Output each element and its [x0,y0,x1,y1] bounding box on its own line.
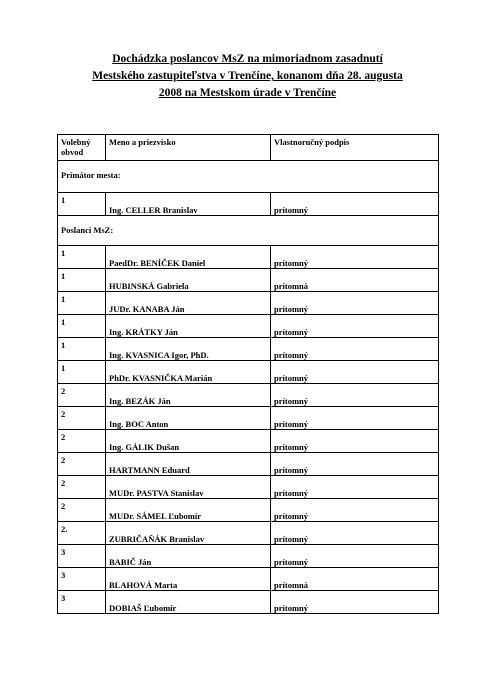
cell-podpis: prítomný [274,396,308,406]
table-row [58,269,439,292]
cell-obvod: 1 [61,340,66,350]
cell-obvod: 2 [61,455,66,465]
cell-obvod: 1 [61,271,66,281]
cell-meno: BLAHOVÁ Marta [109,580,178,590]
table-row [58,476,439,499]
table-row [58,545,439,568]
cell-podpis: prítomný [274,419,308,429]
cell-meno: MUDr. PASTVA Stanislav [109,488,204,498]
cell-podpis: prítomný [274,465,308,475]
table-row [58,384,439,407]
header-podpis: Vlastnoručný podpis [271,135,439,161]
table-row [58,522,439,545]
cell-podpis: prítomný [274,304,308,314]
document-title [40,51,455,102]
cell-obvod: 2 [61,432,66,442]
cell-meno: Ing. BEZÁK Ján [109,396,171,406]
cell-meno: HARTMANN Eduard [109,465,190,475]
section-poslanci [58,216,439,246]
cell-meno: Ing. GÁLIK Dušan [109,442,180,452]
cell-podpis: prítomný [274,511,308,521]
table-row [58,338,439,361]
cell-obvod: 1 [61,317,66,327]
section-primator [58,161,439,193]
cell-meno: Ing. KVASNICA Igor, PhD. [109,350,209,360]
cell-meno: Ing. KRÁTKY Ján [109,327,178,337]
table-header-row [58,135,439,161]
table-row-primator [58,193,439,216]
cell-meno: HUBINSKÁ Gabriela [109,281,189,291]
title-line-1: Dochádzka poslancov MsZ na mimoriadnom zasadnutí [112,53,383,65]
table-row [58,407,439,430]
cell-meno: Ing. CELLER Branislav [109,205,198,215]
cell-podpis: prítomný [274,603,308,613]
cell-obvod: 3 [61,593,66,603]
cell-obvod: 1 [61,248,66,258]
title-line-3: 2008 na Mestskom úrade v Trenčíne [158,87,337,99]
table-row [58,591,439,614]
cell-podpis: prítomný [274,327,308,337]
table-row [58,292,439,315]
cell-meno: JUDr. KANABA Ján [109,304,185,314]
table-row [58,246,439,269]
cell-meno: PhDr. KVASNIČKA Marián [109,373,213,383]
cell-podpis: prítomný [274,350,308,360]
cell-podpis: prítomná [274,281,308,291]
cell-obvod: 2 [61,386,66,396]
cell-obvod: 2. [61,524,68,534]
header-meno: Meno a priezvisko [106,135,271,161]
cell-podpis: prítomný [274,557,308,567]
table-row [58,430,439,453]
cell-meno: DOBIAŠ Ľubomír [109,603,177,613]
cell-meno: MUDr. SÁMEL Ľubomír [109,511,202,521]
cell-obvod: 1 [61,294,66,304]
table-row [58,568,439,591]
cell-meno: Ing. BOC Anton [109,419,169,429]
cell-obvod: 1 [61,363,66,373]
cell-podpis: prítomný [274,442,308,452]
cell-meno: PaedDr. BENÍČEK Daniel [109,258,206,268]
cell-podpis: prítomný [274,373,308,383]
table-row [58,453,439,476]
cell-obvod: 3 [61,570,66,580]
table-row [58,315,439,338]
cell-podpis: prítomný [274,534,308,544]
cell-podpis: prítomný [274,258,308,268]
header-obvod: Volebný obvod [58,135,106,161]
cell-meno: BABIČ Ján [109,557,152,567]
cell-podpis: prítomný [274,205,308,215]
section-label-poslanci: Poslanci MsZ: [58,216,439,246]
title-line-2: Mestského zastupiteľstva v Trenčíne, konanom dňa 28. augusta [92,70,403,82]
cell-obvod: 2 [61,501,66,511]
cell-podpis: prítomná [274,580,308,590]
table-row [58,361,439,384]
cell-obvod: 2 [61,478,66,488]
attendance-table [57,134,439,614]
cell-obvod: 3 [61,547,66,557]
cell-obvod: 1 [61,195,66,205]
cell-podpis: prítomný [274,488,308,498]
cell-obvod: 2 [61,409,66,419]
cell-meno: ZUBRIČAŇÁK Branislav [109,534,205,544]
section-label-primator: Primátor mesta: [58,161,439,193]
table-row [58,499,439,522]
